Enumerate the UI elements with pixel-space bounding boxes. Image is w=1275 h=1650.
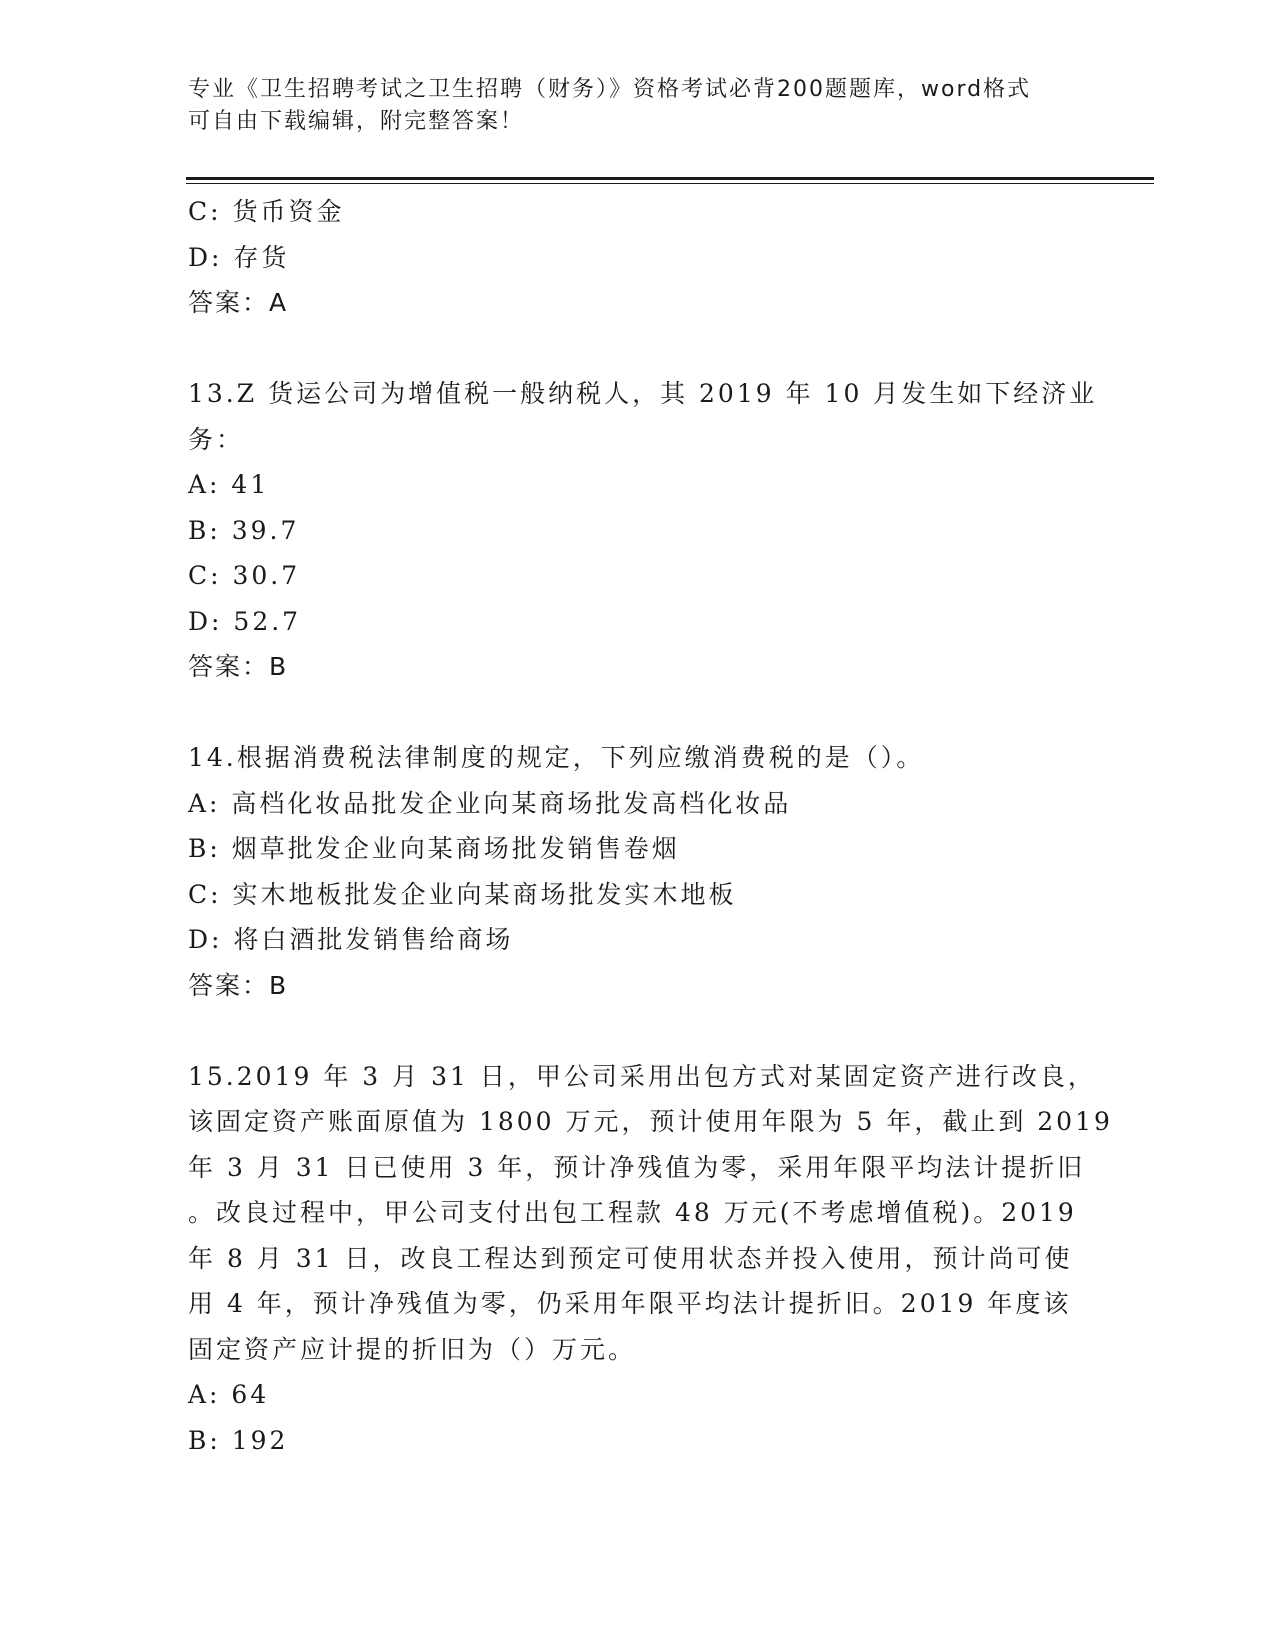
option-b: B: 192 [188,1425,289,1455]
question-prev [188,189,1088,326]
question-15 [188,1054,1113,1464]
option-a: A: 41 [188,470,270,499]
spacer [188,326,1088,372]
option-d: D: 将白酒批发销售给商场 [188,925,514,954]
option-c: C: 实木地板批发企业向某商场批发实木地板 [188,879,737,909]
question-stem-line: 。改良过程中，甲公司支付出包工程款 48 万元(不考虑增值税)。2019 [188,1198,1077,1227]
spacer [188,690,1088,736]
header-line-2: 可自由下载编辑，附完整答案！ [188,109,525,134]
document-body [188,189,1113,1463]
option-b: B: 39.7 [188,515,300,545]
option-c: C: 30.7 [188,561,301,590]
option-d: D: 52.7 [188,606,302,636]
header-line-1: 专业《卫生招聘考试之卫生招聘（财务）》资格考试必背200题题库，word格式 [188,77,1032,102]
question-stem-line: 年 8 月 31 日，改良工程达到预定可使用状态并投入使用，预计尚可使 [188,1243,1073,1273]
question-stem-line: 15.2019 年 3 月 31 日，甲公司采用出包方式对某固定资产进行改良， [188,1061,1096,1091]
question-stem: 14.根据消费税法律制度的规定，下列应缴消费税的是（）。 [188,743,925,772]
header-rule-thick [186,177,1154,180]
spacer [188,1008,1088,1054]
option-a: A: 64 [188,1380,270,1409]
question-14 [188,735,1088,1008]
option-a: A: 高档化妆品批发企业向某商场批发高档化妆品 [188,788,792,818]
option-c: C: 货币资金 [188,197,345,226]
option-b: B: 烟草批发企业向某商场批发销售卷烟 [188,834,680,863]
question-13 [188,371,1098,690]
question-stem-line: 务： [188,424,245,454]
answer-text: 答案：B [188,970,289,1000]
question-stem-line: 13.Z 货运公司为增值税一般纳税人，其 2019 年 10 月发生如下经济业 [188,379,1098,408]
answer-text: 答案：A [188,288,289,317]
option-d: D: 存货 [188,242,290,272]
question-stem-line: 固定资产应计提的折旧为（）万元。 [188,1334,637,1364]
document-header [188,74,1068,138]
header-rule-thin [186,183,1154,184]
question-stem-line: 该固定资产账面原值为 1800 万元，预计使用年限为 5 年，截止到 2019 [188,1107,1113,1136]
question-stem-line: 年 3 月 31 日已使用 3 年，预计净残值为零，采用年限平均法计提折旧 [188,1152,1086,1182]
question-stem-line: 用 4 年，预计净残值为零，仍采用年限平均法计提折旧。2019 年度该 [188,1289,1072,1318]
answer-text: 答案：B [188,652,289,681]
